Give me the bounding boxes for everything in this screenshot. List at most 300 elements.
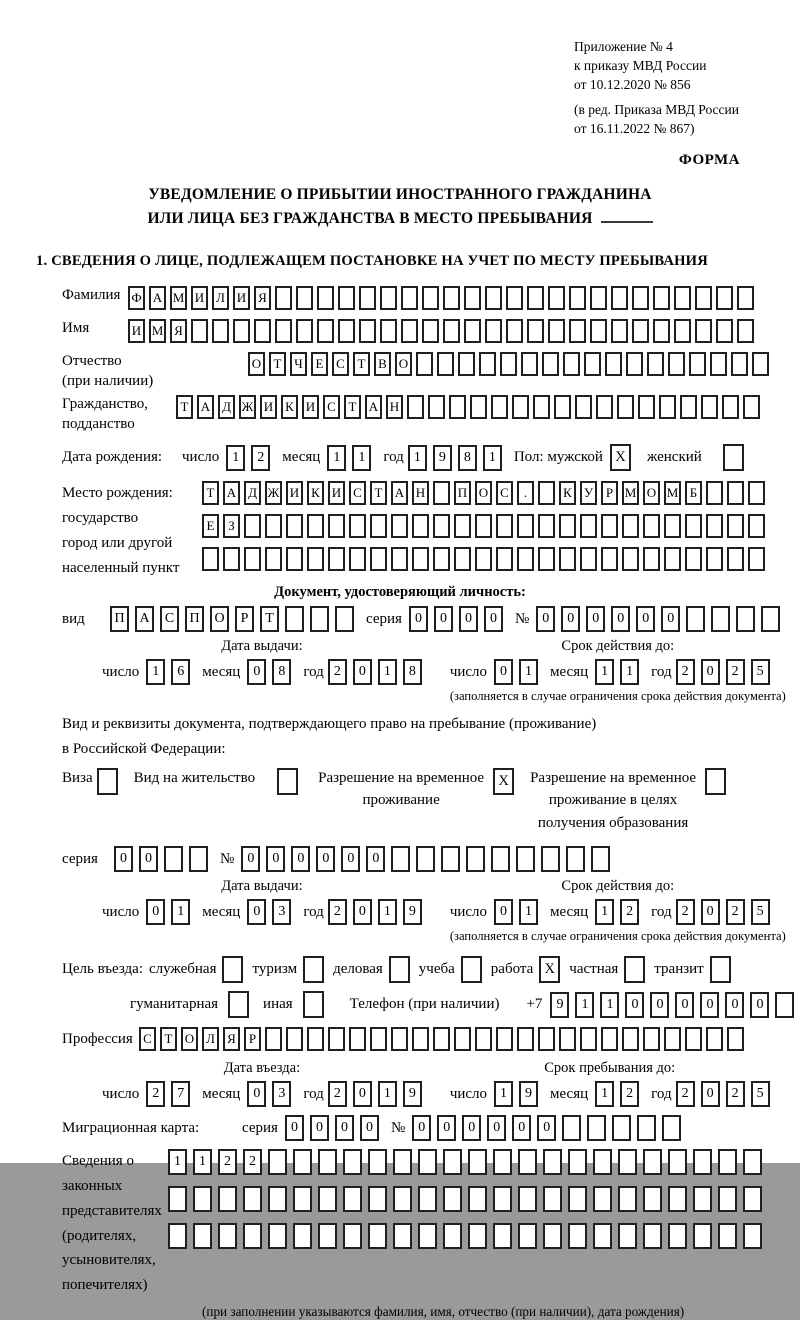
legal-reps-cell[interactable] [193,1223,212,1249]
surname-cell[interactable] [464,286,481,310]
birthplace-cell[interactable]: С [349,481,366,505]
residence-issue-day-cells[interactable] [146,899,190,925]
identity-kind-cell[interactable]: Р [235,606,254,632]
profession-cell[interactable] [685,1027,702,1051]
citizenship-cell[interactable]: И [302,395,319,419]
entry-year-cell[interactable]: 0 [353,1081,372,1107]
residence-valid-year-cell[interactable]: 2 [726,899,745,925]
legal-reps-cell[interactable] [593,1186,612,1212]
firstname-cell[interactable] [254,319,271,343]
profession-cell[interactable] [475,1027,492,1051]
legal-reps-cell[interactable] [518,1223,537,1249]
birth-month-cells[interactable] [327,445,371,471]
firstname-cell[interactable] [443,319,460,343]
surname-cell[interactable] [674,286,691,310]
firstname-cell[interactable] [485,319,502,343]
firstname-cell[interactable]: М [149,319,166,343]
identity-kind-cell[interactable]: А [135,606,154,632]
temp-permit-cells[interactable] [493,768,514,795]
citizenship-cell[interactable]: К [281,395,298,419]
birthplace-cell[interactable] [538,547,555,571]
birthplace-cell[interactable] [559,514,576,538]
birthplace-cell[interactable] [433,547,450,571]
birthplace-cell[interactable] [727,481,744,505]
purpose-tourism-checkbox[interactable] [303,956,324,983]
patronymic-cell[interactable] [458,352,475,376]
surname-cell[interactable]: Ф [128,286,145,310]
female-cells[interactable] [723,444,744,471]
purpose-other-checkbox[interactable] [303,991,324,1018]
legal-reps-cell[interactable] [518,1186,537,1212]
birth-day-cells[interactable] [226,445,270,471]
residence-number-cell[interactable]: 0 [316,846,335,872]
firstname-cell[interactable] [527,319,544,343]
legal-reps-cell[interactable] [468,1223,487,1249]
firstname-cell[interactable]: И [128,319,145,343]
legal-reps-cell[interactable]: 1 [193,1149,212,1175]
profession-cell[interactable] [580,1027,597,1051]
identity-kind-cell[interactable]: П [110,606,129,632]
citizenship-cell[interactable]: И [260,395,277,419]
firstname-cell[interactable] [464,319,481,343]
stay-day-cells[interactable] [494,1081,538,1107]
legal-reps-cell[interactable] [618,1149,637,1175]
surname-cells[interactable] [128,286,754,310]
birth-year-cell[interactable]: 9 [433,445,452,471]
surname-cell[interactable] [716,286,733,310]
birthplace-cell[interactable] [727,547,744,571]
legal-reps-cell[interactable] [218,1223,237,1249]
legal-reps-cells-row3[interactable] [168,1223,762,1249]
citizenship-cell[interactable] [743,395,760,419]
identity-valid-month-cell[interactable]: 1 [595,659,614,685]
firstname-cell[interactable] [716,319,733,343]
identity-kind-cell[interactable]: П [185,606,204,632]
legal-reps-cell[interactable] [443,1223,462,1249]
birthplace-cell[interactable] [433,481,450,505]
birthplace-cell[interactable] [349,514,366,538]
birthplace-cell[interactable]: Д [244,481,261,505]
citizenship-cell[interactable] [407,395,424,419]
firstname-cell[interactable]: Я [170,319,187,343]
legal-reps-cell[interactable] [393,1223,412,1249]
entry-day-cell[interactable]: 2 [146,1081,165,1107]
birthplace-cell[interactable] [748,481,765,505]
surname-cell[interactable] [653,286,670,310]
birthplace-cells-row2[interactable] [202,514,765,538]
profession-cell[interactable]: С [139,1027,156,1051]
residence-number-cell[interactable]: 0 [241,846,260,872]
identity-kind-cell[interactable] [335,606,354,632]
surname-cell[interactable] [359,286,376,310]
surname-cell[interactable] [485,286,502,310]
purpose-humanitarian-checkbox[interactable] [228,991,249,1018]
stay-year-cell[interactable]: 2 [726,1081,745,1107]
identity-valid-year-cell[interactable]: 0 [701,659,720,685]
birthplace-cell[interactable] [370,514,387,538]
profession-cell[interactable] [412,1027,429,1051]
residence-series-cell[interactable]: 0 [139,846,158,872]
residence-number-cell[interactable] [391,846,410,872]
entry-month-cell[interactable]: 3 [272,1081,291,1107]
legal-reps-cell[interactable] [493,1223,512,1249]
profession-cell[interactable] [601,1027,618,1051]
migration-series-cell[interactable]: 0 [310,1115,329,1141]
patronymic-cell[interactable]: Е [311,352,328,376]
legal-reps-cell[interactable] [743,1149,762,1175]
profession-cell[interactable] [706,1027,723,1051]
identity-valid-day-cells[interactable] [494,659,538,685]
profession-cell[interactable] [496,1027,513,1051]
firstname-cell[interactable] [317,319,334,343]
birthplace-cell[interactable] [580,514,597,538]
birthplace-cell[interactable]: У [580,481,597,505]
legal-reps-cell[interactable] [293,1223,312,1249]
legal-reps-cell[interactable] [543,1186,562,1212]
migration-series-cells[interactable] [285,1115,379,1141]
birthplace-cell[interactable] [391,547,408,571]
phone-digit-cell[interactable]: 0 [700,992,719,1018]
birthplace-cell[interactable]: М [622,481,639,505]
legal-reps-cell[interactable] [368,1149,387,1175]
firstname-cell[interactable] [506,319,523,343]
surname-cell[interactable] [611,286,628,310]
legal-reps-cell[interactable] [443,1149,462,1175]
profession-cell[interactable] [286,1027,303,1051]
birthplace-cell[interactable]: Т [202,481,219,505]
patronymic-cells[interactable] [248,352,769,376]
legal-reps-cells-row2[interactable] [168,1186,762,1212]
identity-number-cell[interactable]: 0 [561,606,580,632]
patronymic-cell[interactable]: С [332,352,349,376]
residence-number-cell[interactable] [516,846,535,872]
patronymic-cell[interactable] [521,352,538,376]
birthplace-cell[interactable] [685,547,702,571]
legal-reps-cell[interactable] [418,1223,437,1249]
birthplace-cell[interactable] [286,547,303,571]
patronymic-cell[interactable] [731,352,748,376]
residence-permit-cells[interactable] [277,768,298,795]
profession-cell[interactable]: Я [223,1027,240,1051]
surname-cell[interactable] [275,286,292,310]
residence-issue-year-cell[interactable]: 2 [328,899,347,925]
legal-reps-cell[interactable] [393,1186,412,1212]
legal-reps-cell[interactable] [643,1149,662,1175]
legal-reps-cell[interactable] [568,1223,587,1249]
legal-reps-cell[interactable] [293,1186,312,1212]
firstname-cell[interactable] [296,319,313,343]
birthplace-cell[interactable] [664,514,681,538]
purpose-private-checkbox[interactable] [624,956,645,983]
birthplace-cell[interactable] [643,547,660,571]
migration-series-cell[interactable]: 0 [360,1115,379,1141]
profession-cell[interactable] [265,1027,282,1051]
migration-number-cell[interactable]: 0 [537,1115,556,1141]
patronymic-cell[interactable] [479,352,496,376]
identity-issue-year-cell[interactable]: 2 [328,659,347,685]
migration-number-cell[interactable]: 0 [487,1115,506,1141]
patronymic-cell[interactable]: Т [269,352,286,376]
birthplace-cell[interactable] [664,547,681,571]
legal-reps-cell[interactable] [168,1223,187,1249]
citizenship-cell[interactable] [680,395,697,419]
residence-number-cell[interactable] [491,846,510,872]
identity-issue-year-cell[interactable]: 8 [403,659,422,685]
phone-digit-cell[interactable]: 0 [675,992,694,1018]
identity-issue-year-cell[interactable]: 1 [378,659,397,685]
purpose-business-checkbox[interactable] [389,956,410,983]
surname-cell[interactable] [632,286,649,310]
birthplace-cell[interactable] [454,514,471,538]
migration-number-cell[interactable]: 0 [512,1115,531,1141]
stay-year-cells[interactable] [676,1081,770,1107]
surname-cell[interactable] [737,286,754,310]
surname-cell[interactable]: И [191,286,208,310]
residence-issue-month-cell[interactable]: 3 [272,899,291,925]
legal-reps-cell[interactable] [643,1223,662,1249]
birthplace-cell[interactable] [412,547,429,571]
birthplace-cell[interactable] [601,514,618,538]
migration-number-cell[interactable] [612,1115,631,1141]
profession-cell[interactable] [643,1027,660,1051]
birthplace-cell[interactable]: Б [685,481,702,505]
entry-year-cell[interactable]: 2 [328,1081,347,1107]
legal-reps-cell[interactable] [343,1149,362,1175]
citizenship-cell[interactable] [554,395,571,419]
residence-series-cells[interactable] [114,846,208,872]
identity-issue-day-cell[interactable]: 6 [171,659,190,685]
profession-cell[interactable] [664,1027,681,1051]
patronymic-cell[interactable] [752,352,769,376]
legal-reps-cell[interactable] [718,1149,737,1175]
citizenship-cell[interactable] [491,395,508,419]
identity-issue-month-cells[interactable] [247,659,291,685]
citizenship-cell[interactable] [575,395,592,419]
legal-reps-cell[interactable] [593,1223,612,1249]
patronymic-cell[interactable] [500,352,517,376]
birthplace-cell[interactable]: А [223,481,240,505]
legal-reps-cell[interactable] [193,1186,212,1212]
surname-cell[interactable] [317,286,334,310]
phone-digit-cell[interactable]: 0 [650,992,669,1018]
birthplace-cell[interactable] [706,514,723,538]
identity-number-cell[interactable] [686,606,705,632]
birthplace-cell[interactable] [643,514,660,538]
stay-year-cell[interactable]: 0 [701,1081,720,1107]
residence-issue-year-cell[interactable]: 0 [353,899,372,925]
identity-issue-month-cell[interactable]: 0 [247,659,266,685]
birthplace-cell[interactable] [202,547,219,571]
residence-valid-year-cells[interactable] [676,899,770,925]
birthplace-cell[interactable]: И [286,481,303,505]
citizenship-cell[interactable] [512,395,529,419]
entry-year-cells[interactable] [328,1081,422,1107]
surname-cell[interactable] [296,286,313,310]
birthplace-cell[interactable]: . [517,481,534,505]
birth-year-cell[interactable]: 1 [483,445,502,471]
stay-year-cell[interactable]: 5 [751,1081,770,1107]
legal-reps-cell[interactable] [243,1186,262,1212]
birth-year-cell[interactable]: 1 [408,445,427,471]
edu-residence-checkbox[interactable] [705,768,726,795]
legal-reps-cell[interactable] [368,1223,387,1249]
birthplace-cell[interactable] [328,547,345,571]
citizenship-cell[interactable] [428,395,445,419]
migration-number-cell[interactable]: 0 [462,1115,481,1141]
migration-number-cell[interactable] [662,1115,681,1141]
birthplace-cell[interactable] [748,514,765,538]
surname-cell[interactable]: Л [212,286,229,310]
citizenship-cell[interactable]: А [197,395,214,419]
legal-reps-cell[interactable] [543,1149,562,1175]
birthplace-cell[interactable] [244,514,261,538]
surname-cell[interactable] [527,286,544,310]
legal-reps-cell[interactable] [443,1186,462,1212]
surname-cell[interactable] [506,286,523,310]
birthplace-cell[interactable]: О [475,481,492,505]
identity-valid-year-cell[interactable]: 2 [726,659,745,685]
profession-cell[interactable] [307,1027,324,1051]
profession-cell[interactable]: Р [244,1027,261,1051]
birthplace-cell[interactable] [391,514,408,538]
birthplace-cell[interactable] [223,547,240,571]
phone-digit-cell[interactable] [775,992,794,1018]
surname-cell[interactable]: И [233,286,250,310]
birthplace-cell[interactable] [601,547,618,571]
birthplace-cell[interactable] [706,547,723,571]
migration-number-cell[interactable] [562,1115,581,1141]
birthplace-cell[interactable]: И [328,481,345,505]
residence-issue-year-cells[interactable] [328,899,422,925]
firstname-cell[interactable] [737,319,754,343]
legal-reps-cell[interactable] [693,1186,712,1212]
birthplace-cell[interactable] [748,547,765,571]
citizenship-cell[interactable]: Т [344,395,361,419]
identity-issue-month-cell[interactable]: 8 [272,659,291,685]
legal-reps-cell[interactable] [493,1186,512,1212]
identity-series-cell[interactable]: 0 [459,606,478,632]
birthplace-cell[interactable]: М [664,481,681,505]
profession-cell[interactable] [433,1027,450,1051]
firstname-cell[interactable] [611,319,628,343]
identity-valid-day-cell[interactable]: 0 [494,659,513,685]
residence-series-cell[interactable] [164,846,183,872]
residence-valid-day-cell[interactable]: 1 [519,899,538,925]
birthplace-cell[interactable] [685,514,702,538]
patronymic-cell[interactable] [416,352,433,376]
firstname-cell[interactable] [191,319,208,343]
patronymic-cell[interactable] [563,352,580,376]
residence-valid-year-cell[interactable]: 0 [701,899,720,925]
legal-reps-cell[interactable] [293,1149,312,1175]
legal-reps-cell[interactable] [668,1223,687,1249]
citizenship-cell[interactable] [659,395,676,419]
legal-reps-cell[interactable] [568,1149,587,1175]
profession-cell[interactable] [727,1027,744,1051]
residence-permit-checkbox[interactable] [277,768,298,795]
legal-reps-cell[interactable] [693,1223,712,1249]
legal-reps-cell[interactable] [493,1149,512,1175]
firstname-cell[interactable] [674,319,691,343]
identity-number-cells[interactable] [536,606,780,632]
edu-permit-cells[interactable] [705,768,726,795]
residence-series-cell[interactable]: 0 [114,846,133,872]
identity-valid-year-cell[interactable]: 5 [751,659,770,685]
birthplace-cell[interactable] [580,547,597,571]
birthplace-cell[interactable] [538,481,555,505]
birthplace-cell[interactable]: П [454,481,471,505]
phone-digit-cell[interactable]: 0 [750,992,769,1018]
birthplace-cell[interactable] [475,514,492,538]
profession-cell[interactable] [391,1027,408,1051]
birthplace-cell[interactable] [538,514,555,538]
phone-digit-cell[interactable]: 0 [625,992,644,1018]
identity-valid-month-cell[interactable]: 1 [620,659,639,685]
identity-issue-year-cell[interactable]: 0 [353,659,372,685]
birthplace-cell[interactable]: К [307,481,324,505]
identity-valid-month-cells[interactable] [595,659,639,685]
birthplace-cell[interactable] [475,547,492,571]
surname-cell[interactable] [422,286,439,310]
citizenship-cell[interactable] [722,395,739,419]
residence-issue-day-cell[interactable]: 0 [146,899,165,925]
residence-number-cell[interactable]: 0 [291,846,310,872]
residence-series-cell[interactable] [189,846,208,872]
patronymic-cell[interactable]: Т [353,352,370,376]
migration-number-cell[interactable] [637,1115,656,1141]
patronymic-cell[interactable] [605,352,622,376]
migration-series-cell[interactable]: 0 [285,1115,304,1141]
purpose-study-checkbox[interactable] [461,956,482,983]
patronymic-cell[interactable] [668,352,685,376]
profession-cell[interactable] [370,1027,387,1051]
identity-kind-cell[interactable]: Т [260,606,279,632]
surname-cell[interactable]: Я [254,286,271,310]
residence-valid-month-cell[interactable]: 2 [620,899,639,925]
residence-valid-day-cells[interactable] [494,899,538,925]
birthplace-cell[interactable]: О [643,481,660,505]
identity-valid-day-cell[interactable]: 1 [519,659,538,685]
legal-reps-cell[interactable] [618,1186,637,1212]
identity-number-cell[interactable] [736,606,755,632]
legal-reps-cell[interactable] [343,1186,362,1212]
legal-reps-cell[interactable]: 2 [218,1149,237,1175]
birthplace-cell[interactable]: Н [412,481,429,505]
birthplace-cell[interactable] [244,547,261,571]
citizenship-cell[interactable] [449,395,466,419]
firstname-cell[interactable] [380,319,397,343]
legal-reps-cell[interactable] [468,1149,487,1175]
profession-cell[interactable]: Л [202,1027,219,1051]
patronymic-cell[interactable] [437,352,454,376]
residence-number-cell[interactable]: 0 [366,846,385,872]
birthplace-cell[interactable] [517,547,534,571]
identity-number-cell[interactable]: 0 [661,606,680,632]
birthplace-cell[interactable] [307,547,324,571]
citizenship-cell[interactable] [533,395,550,419]
firstname-cell[interactable] [548,319,565,343]
birthplace-cell[interactable] [559,547,576,571]
legal-reps-cell[interactable] [393,1149,412,1175]
birthplace-cell[interactable]: К [559,481,576,505]
birthplace-cell[interactable]: А [391,481,408,505]
stay-day-cell[interactable]: 1 [494,1081,513,1107]
residence-valid-day-cell[interactable]: 0 [494,899,513,925]
patronymic-cell[interactable]: В [374,352,391,376]
residence-issue-month-cells[interactable] [247,899,291,925]
purpose-official-checkbox[interactable] [222,956,243,983]
citizenship-cell[interactable] [638,395,655,419]
